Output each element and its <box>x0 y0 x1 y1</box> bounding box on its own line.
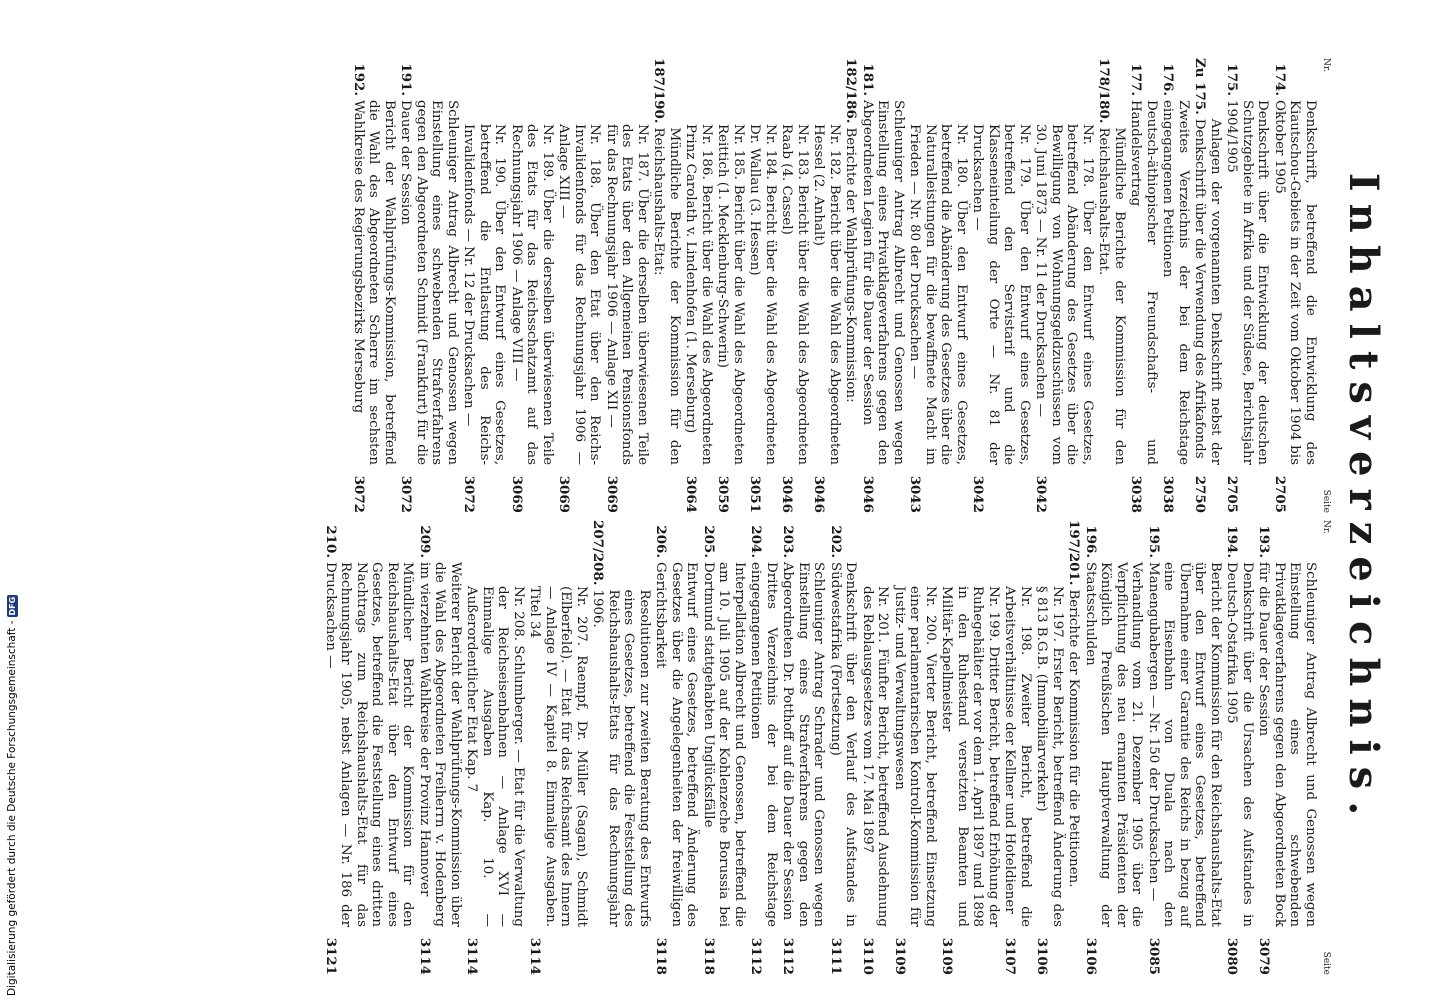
toc-entry <box>811 58 842 513</box>
entry-number: 176. <box>1160 63 1177 96</box>
dfg-logo: DFG <box>7 596 17 616</box>
entry-page-number: 3079 <box>1256 937 1273 975</box>
entry-number: 209. <box>417 525 433 558</box>
entry-page-number: 2750 <box>1192 475 1209 513</box>
entry-number: 202. <box>828 525 844 558</box>
entry-title: Berichte der Kommission für die Petitionen. <box>1066 589 1082 888</box>
entry-page-number: 3106 <box>1034 937 1051 975</box>
entry-title: Denkschrift, betreffend die Entwicklung des Kiautschou-Gebiets in der Zeit vom Oktober 1904 bis Oktober 1905 <box>1272 100 1318 465</box>
entry-page-number: 3110 <box>860 937 876 975</box>
nr-heading: Nr. <box>1321 58 1331 73</box>
entry-title: Denkschrift über den Verlauf des Aufstandes in Südwestafrika (Fortsetzung) <box>828 562 859 927</box>
toc-entry <box>747 58 778 513</box>
entry-title: Denkschrift über die Ursachen des Aufstandes in Deutsch-Ostafrika 1905 <box>1224 562 1255 927</box>
entry-page-number: 3118 <box>701 937 717 975</box>
entry-title: Schleuniger Antrag Albrecht und Genossen wegen Einstellung eines schwebenden Strafverfahrens gegen den Abgeordneten Schmidt (Frankfurt) für die Dauer der Session <box>398 100 460 465</box>
entry-title: Nr. 179. Über den Entwurf eines Gesetzes, betreffend den Servistarif und die Klasseneinteilung der Orte — Nr. 81 der Drucksachen — <box>970 124 1032 465</box>
entry-page-number: 3046 <box>779 475 796 513</box>
entry-page-number: 3042 <box>970 475 987 513</box>
entry-title: Nr. 185. Bericht über die Wahl des Abgeordneten Reittich (1. Mecklenburg-Schwerin) <box>715 124 746 465</box>
entry-page-number: 3112 <box>748 937 765 975</box>
toc-entry <box>1002 520 1033 975</box>
toc-entry <box>1224 58 1271 513</box>
entry-page-number: 3046 <box>811 475 828 513</box>
entry-title: Verhandlung vom 21. Dezember 1905 über die Verpflichtung des neu ernannten Präsidenten der Königlich Preußischen Hauptverwaltung der Staatsschulden <box>1083 562 1145 927</box>
entry-title: Drittes Verzeichnis der bei dem Reichstage eingegangenen Petitionen <box>748 562 779 927</box>
entry-title: Nr. 197. Erster Bericht, betreffend Änderung des § 813 B.G.B. (Immobiliarverkehr) <box>1034 586 1065 927</box>
toc-entry <box>1160 58 1191 513</box>
entry-page-number: 3109 <box>892 937 908 975</box>
toc-entry <box>509 58 556 513</box>
entry-number: 197/201. <box>1066 520 1083 586</box>
entry-page-number: 3069 <box>509 475 525 513</box>
entry-title: Nr. 182. Bericht über die Wahl des Abgeordneten Hessel (2. Anhalt) <box>811 124 842 465</box>
toc-entry <box>907 58 969 513</box>
toc-entry <box>461 58 508 513</box>
entry-page-number: 3112 <box>780 937 797 975</box>
entry-page-number: 3069 <box>604 475 620 513</box>
entry-number: 206. <box>653 525 670 558</box>
entry-title: Nr. 208. Schlumberger. — Etat für die Verwaltung der Reichseisenbahnen — Anlage XVI — Einmalige Ausgaben Kap. 10. — Außerordentlicher Etat Kap. 7 <box>464 586 526 927</box>
entry-page-number: 2705 <box>1272 475 1288 513</box>
left-column <box>350 58 1332 513</box>
entry-page-number: 3109 <box>939 937 956 975</box>
entry-number: 195. <box>1146 525 1162 558</box>
entry-page-number: 3072 <box>461 475 478 513</box>
entry-title: Mündliche Berichte der Kommission für den Reichshaushalts-Etat: <box>651 127 682 465</box>
entry-title: Entwurf eines Gesetzes, betreffend Änderung des Gesetzes über die Angelegenheiten der freiwilligen Gerichtsbarkeit <box>653 562 700 927</box>
entry-title: Nr. 184. Bericht über die Wahl des Abgeordneten Dr. Wallau (3. Hessen) <box>747 124 778 465</box>
right-column <box>322 520 1332 975</box>
entry-page-number: 3042 <box>1033 475 1050 513</box>
entry-page-number: 3080 <box>1224 937 1241 975</box>
entry-page-number: 3114 <box>527 937 544 975</box>
right-column-header <box>1321 520 1331 975</box>
toc-entry <box>351 58 398 513</box>
toc-entry <box>651 58 682 513</box>
toc-entry <box>1224 520 1255 975</box>
entry-title: Mündlicher Bericht der Kommission für den Reichshaushalts-Etat über den Entwurf eines Gesetzes, betreffend die Feststellung eines dritten Nachtrags zum Reichshaushalts-Etat für das Rechnungsjahr 1905, nebst Anlagen — Nr. 186 der Drucksachen — <box>323 562 416 927</box>
digitization-credit <box>6 6 18 996</box>
page-title: Inhaltsverzeichnis. <box>1340 172 1387 828</box>
toc-entry <box>1272 58 1319 513</box>
toc-entry <box>653 520 700 975</box>
toc-entry <box>683 58 714 513</box>
entry-page-number: 3107 <box>1002 937 1019 975</box>
entry-title: Zweites Verzeichnis der bei dem Reichstage eingegangenen Petitionen <box>1160 100 1191 465</box>
entry-page-number: 3069 <box>556 475 573 513</box>
seite-heading: Seite <box>1321 489 1331 513</box>
entry-number: 204. <box>748 525 765 558</box>
entry-number: 177. <box>1128 63 1145 96</box>
toc-entry <box>1192 58 1223 513</box>
entry-title: Nr. 199. Dritter Bericht, betreffend Erhöhung der Ruhegehälter der vor dem 1. April 1897 und 1898 in den Ruhestand versetzten Beamten und Militär-Kapellmeister <box>939 586 1001 927</box>
toc-entry <box>860 58 907 513</box>
toc-entry <box>1033 58 1095 513</box>
entry-number: 194. <box>1224 525 1241 558</box>
toc-entry <box>892 520 939 975</box>
toc-entry <box>1034 520 1065 975</box>
entry-title: Nr. 189. Über die derselben überwiesenen Teile des Etats für das Reichsschatzamt auf das Rechnungsjahr 1906 — Anlage VIII — <box>509 124 555 465</box>
entry-page-number: 3072 <box>351 475 367 513</box>
toc-entry <box>417 520 464 975</box>
entry-title: Weiterer Bericht der Wahlprüfungs-Kommission über die Wahl des Abgeordneten Freiherrn v. Hodenberg im vierzehnten Wahlkreise der Provinz Hannover <box>417 562 463 927</box>
toc-entry <box>1096 58 1127 513</box>
entry-number: 181. <box>860 63 876 96</box>
entry-title: Nr. 183. Bericht über die Wahl des Abgeordneten Raab (4. Cassel) <box>779 124 810 465</box>
entry-title: Schleuniger Antrag Albrecht und Genossen wegen Einstellung eines schwebenden Privatklageverfahrens gegen den Abgeordneten Bock für die Dauer der Session <box>1256 562 1318 927</box>
entry-title: Deutsch-äthiopischer Freundschafts- und Handelsvertrag <box>1128 100 1159 465</box>
entry-page-number: 3043 <box>907 475 924 513</box>
entry-title: Denkschrift über die Entwicklung der deutschen Schutzgebiete in Afrika und der Südsee, Berichtsjahr 1904/1905 <box>1224 100 1271 465</box>
entry-page-number: 3114 <box>464 937 481 975</box>
entry-title: Nr. 190. Über den Entwurf eines Gesetzes, betreffend die Entlastung des Reichs-Invalidenfonds — Nr. 12 der Drucksachen — <box>461 124 508 465</box>
toc-entry <box>939 520 1001 975</box>
rotated-document-page <box>17 0 1417 1000</box>
entry-title: Nr. 180. Über den Entwurf eines Gesetzes, betreffend die Abänderung des Gesetzes über die Naturalleistungen für die bewaffnete Macht im Frieden — Nr. 80 der Drucksachen — <box>907 124 969 465</box>
toc-entry <box>1256 520 1318 975</box>
entry-number: 182/186. <box>843 58 860 124</box>
entry-title: Nr. 200. Vierter Bericht, betreffend Einsetzung einer parlamentarischen Kontroll-Kommission für Justiz- und Verwaltungswesen <box>892 586 938 927</box>
toc-entry <box>715 58 746 513</box>
entry-page-number: 3051 <box>747 475 764 513</box>
left-column-header <box>1321 58 1331 513</box>
entry-title: Schleuniger Antrag Schrader und Genossen wegen Einstellung eines Strafverfahrens gegen den Abgeordneten Dr. Potthoff auf die Dauer der Session <box>780 562 827 927</box>
entry-title: Berichte der Wahlprüfungs-Kommission: <box>843 127 859 403</box>
entry-title: Nr. 188. Über den Etat über den Reichs-Invalidenfonds für das Rechnungsjahr 1906 — Anlage XIII — <box>556 124 603 465</box>
toc-entry <box>590 520 652 975</box>
toc-entry <box>780 520 827 975</box>
entry-title: Bericht der Kommission für den Reichshaushalts-Etat über den Entwurf eines Gesetzes, betreffend Übernahme einer Garantie des Reichs in bezug auf eine Eisenbahn von Duala nach den Manengubabergen — Nr. 150 der Drucksachen — <box>1146 562 1223 927</box>
toc-entry <box>748 520 779 975</box>
entry-number: 207/208. <box>590 520 607 586</box>
entry-number: 203. <box>780 525 797 558</box>
nr-heading: Nr. <box>1321 520 1331 535</box>
entry-page-number: 3064 <box>683 475 700 513</box>
entry-title: Interpellation Albrecht und Genossen, betreffend die am 10. Juli 1905 auf der Kohlenzeche Borussia bei Dortmund stattgehabten Unglücksfälle <box>701 562 747 927</box>
entry-number: 210. <box>323 525 339 558</box>
entry-page-number: 3121 <box>323 937 339 975</box>
entry-title: Nr. 178. Über den Entwurf eines Gesetzes, betreffend Abänderung des Gesetzes über die Bewilligung von Wohnungsgeldzuschüssen vom 30. Juni 1873 — Nr. 11 der Drucksachen — <box>1033 124 1095 465</box>
toc-entry <box>398 58 460 513</box>
seite-heading: Seite <box>1321 951 1331 975</box>
entry-number: 193. <box>1256 525 1273 558</box>
entry-title: Nr. 207. Raempf, Dr. Müller (Sagan), Schmidt (Elberfeld). — Etat für das Reichsamt des Innern — Anlage IV — Kapitel 8. Einmalige Ausgaben. Titel 34 <box>527 586 589 927</box>
entry-title: Schleuniger Antrag Albrecht und Genossen wegen Einstellung eines Privatklageverfahrens gegen den Abgeordneten Legien für die Dauer der Session <box>860 100 906 465</box>
entry-page-number: 3059 <box>715 475 732 513</box>
right-entry-list <box>323 520 1319 975</box>
entry-page-number: 3085 <box>1146 937 1162 975</box>
entry-page-number: 3114 <box>417 937 433 975</box>
toc-entry <box>779 58 810 513</box>
entry-page-number: 3111 <box>828 937 844 975</box>
toc-entry <box>1146 520 1224 975</box>
entry-number: 175. <box>1224 63 1241 96</box>
entry-page-number: 3038 <box>1160 475 1177 513</box>
toc-entry <box>604 58 651 513</box>
entry-page-number: 3046 <box>860 475 876 513</box>
entry-number: 178/180. <box>1096 58 1113 124</box>
toc-entry <box>1066 520 1082 975</box>
entry-page-number: 3038 <box>1128 475 1145 513</box>
entry-page-number: 2705 <box>1224 475 1241 513</box>
entry-title: Anlagen der vorgenannten Denkschrift nebst der Denkschrift über die Verwendung des Afrikafonds <box>1192 118 1223 465</box>
entry-number: 191. <box>398 63 415 96</box>
toc-entry <box>1083 520 1145 975</box>
entry-title: Nr. 198. Zweiter Bericht, betreffend die Arbeitsverhältnisse der Kellner und Hoteldiener <box>1002 586 1033 927</box>
entry-title: Nr. 201. Fünfter Bericht, betreffend Ausdehnung des Reblausgesetzes vom 17. Mai 1897 <box>860 586 891 927</box>
entry-number: Zu 175. <box>1192 58 1209 115</box>
toc-entry <box>323 520 416 975</box>
entry-title: Bericht der Wahlprüfungs-Kommission, betreffend die Wahl des Abgeordneten Scherre im sechsten Wahlkreise des Regierungsbezirks Merseburg <box>351 100 397 465</box>
entry-number: 196. <box>1083 525 1099 558</box>
entry-number: 174. <box>1272 63 1288 96</box>
entry-page-number: 3106 <box>1083 937 1099 975</box>
entry-title: Nr. 186. Bericht über die Wahl des Abgeordneten Prinz Carolath v. Lindenhofen (1. Merseburg) <box>683 124 714 465</box>
entry-page-number: 3072 <box>398 475 415 513</box>
toc-entry <box>843 58 859 513</box>
entry-title: Mündliche Berichte der Kommission für den Reichshaushalts-Etat. <box>1096 127 1127 465</box>
toc-entry <box>970 58 1032 513</box>
toc-entry <box>701 520 748 975</box>
left-entry-list <box>351 58 1319 513</box>
toc-entry <box>860 520 891 975</box>
toc-entry <box>464 520 526 975</box>
toc-entry <box>828 520 859 975</box>
credit-text: Digitalisierung gefördert durch die Deutsche Forschungsgemeinschaft - <box>6 620 18 996</box>
toc-entry <box>1128 58 1159 513</box>
entry-number: 205. <box>701 525 717 558</box>
entry-number: 187/190. <box>651 58 668 124</box>
toc-entry <box>556 58 603 513</box>
entry-title: Resolutionen zur zweiten Beratung des Entwurfs eines Gesetzes, betreffend die Feststellung des Reichshaushalts-Etats für das Rechnungsjahr 1906. <box>590 589 652 927</box>
entry-title: Nr. 187. Über die derselben überwiesenen Teile des Etats über den Allgemeinen Pensionsfonds für das Rechnungsjahr 1906 — Anlage XII — <box>604 124 650 465</box>
entry-page-number: 3118 <box>653 937 670 975</box>
toc-entry <box>527 520 589 975</box>
entry-number: 192. <box>351 63 367 96</box>
